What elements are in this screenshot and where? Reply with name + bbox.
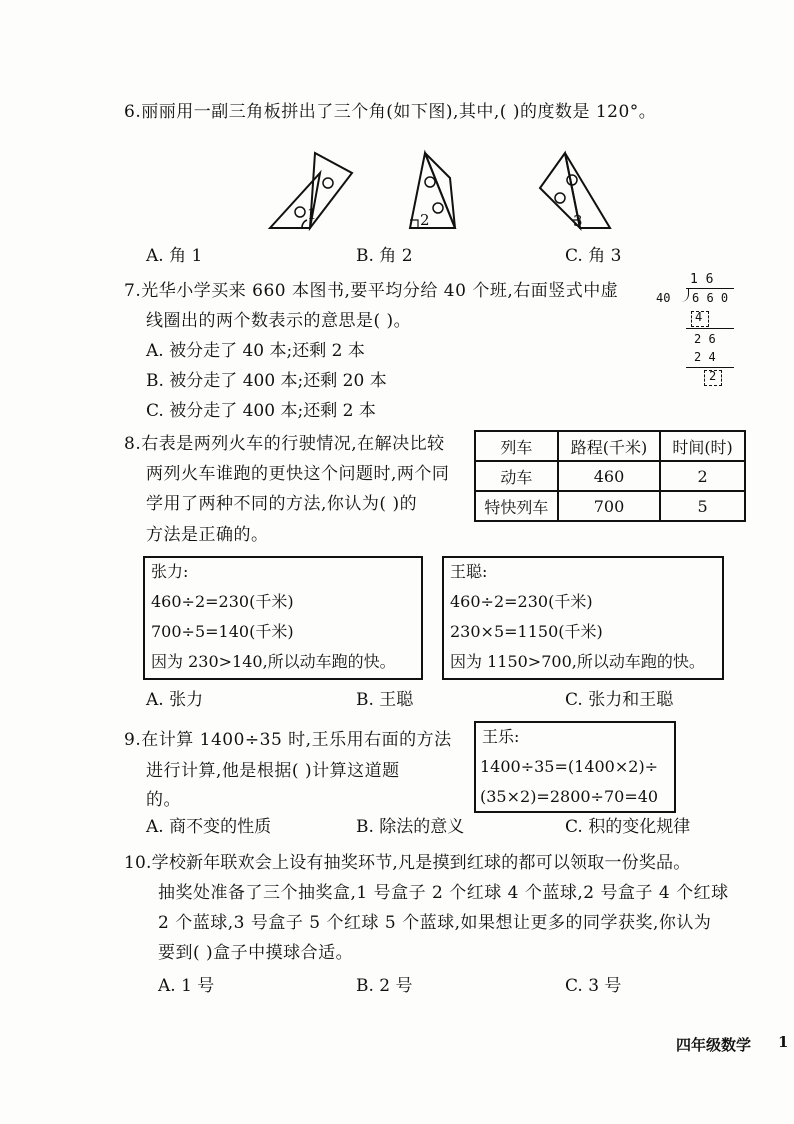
table-cell: 动车	[475, 461, 558, 491]
q9-stem-line-2: 进行计算,他是根据( )计算这道题	[146, 761, 400, 781]
q10-stem-line-1: 10.学校新年联欢会上设有抽奖环节,凡是摸到红球的都可以领取一份奖品。	[124, 853, 691, 873]
table-row	[475, 461, 745, 491]
wangcong-name: 王聪:	[450, 562, 488, 581]
angle-label-2: 2	[420, 211, 430, 229]
zhangli-line-3: 因为 230>140,所以动车跑的快。	[151, 652, 396, 671]
q6-option-b[interactable]: B. 角 2	[356, 246, 413, 266]
q10-stem-line-2: 抽奖处准备了三个抽奖盒,1 号盒子 2 个红球 4 个蓝球,2 号盒子 4 个红球	[158, 883, 729, 903]
wangcong-method-box	[442, 556, 724, 680]
q9-stem-line-1: 9.在计算 1400÷35 时,王乐用右面的方法	[124, 730, 452, 750]
division-step3: 2 4	[694, 350, 716, 364]
q7-option-b[interactable]: B. 被分走了 400 本;还剩 20 本	[146, 371, 387, 391]
wangcong-line-1: 460÷2=230(千米)	[450, 592, 593, 611]
q8-option-b[interactable]: B. 王聪	[356, 690, 414, 710]
table-cell: 460	[558, 461, 660, 491]
q6-option-a[interactable]: A. 角 1	[146, 246, 203, 266]
q10-option-a[interactable]: A. 1 号	[158, 976, 215, 996]
zhangli-method-box	[143, 556, 423, 680]
long-division	[656, 272, 736, 392]
q9-option-a[interactable]: A. 商不变的性质	[146, 817, 272, 837]
q10-option-c[interactable]: C. 3 号	[565, 976, 622, 996]
q9-stem-line-3: 的。	[146, 790, 181, 810]
zhangli-line-1: 460÷2=230(千米)	[151, 592, 294, 611]
q7-stem-line-2: 线圈出的两个数表示的意思是( )。	[146, 311, 412, 331]
table-cell: 5	[660, 491, 745, 521]
zhangli-name: 张力:	[151, 562, 189, 581]
table-header: 路程(千米)	[558, 431, 660, 461]
q8-stem-line-2: 两列火车谁跑的更快这个问题时,两个同	[146, 464, 450, 484]
q9-option-c[interactable]: C. 积的变化规律	[565, 817, 691, 837]
q8-stem-line-4: 方法是正确的。	[146, 525, 269, 545]
table-cell: 2	[660, 461, 745, 491]
q8-option-c[interactable]: C. 张力和王聪	[565, 690, 674, 710]
table-cell: 700	[558, 491, 660, 521]
q10-stem-line-3: 2 个蓝球,3 号盒子 5 个红球 5 个蓝球,如果想让更多的同学获奖,你认为	[158, 913, 712, 933]
table-cell: 特快列车	[475, 491, 558, 521]
wangle-name: 王乐:	[482, 727, 520, 746]
table-row	[475, 491, 745, 521]
footer-page-number: 1	[778, 1033, 789, 1051]
division-divisor: 40	[656, 291, 671, 305]
division-step2: 2 6	[694, 332, 716, 346]
wangcong-line-2: 230×5=1150(千米)	[450, 622, 603, 641]
division-dividend: 6 6 0	[692, 291, 729, 305]
q7-option-c[interactable]: C. 被分走了 400 本;还剩 2 本	[146, 401, 376, 421]
train-table	[474, 430, 746, 522]
angle-label-1: 1	[307, 205, 317, 223]
q6-stem: 6.丽丽用一副三角板拼出了三个角(如下图),其中,( )的度数是 120°。	[124, 102, 657, 122]
wangcong-line-3: 因为 1150>700,所以动车跑的快。	[450, 652, 705, 671]
wangle-method-box	[474, 721, 676, 813]
q7-stem-line-1: 7.光华小学买来 660 本图书,要平均分给 40 个班,右面竖式中虚	[124, 281, 619, 301]
table-header: 列车	[475, 431, 558, 461]
table-header-row	[475, 431, 745, 461]
division-step1: 4	[695, 310, 703, 324]
q8-stem-line-3: 学用了两种不同的方法,你认为( )的	[146, 494, 418, 514]
division-remainder: 2	[709, 369, 717, 383]
angle-label-3: 3	[573, 212, 583, 230]
q8-stem-line-1: 8.右表是两列火车的行驶情况,在解决比较	[124, 434, 445, 454]
division-quotient: 1 6	[690, 272, 714, 287]
zhangli-line-2: 700÷5=140(千米)	[151, 622, 294, 641]
q10-stem-line-4: 要到( )盒子中摸球合适。	[158, 943, 354, 963]
q10-option-b[interactable]: B. 2 号	[356, 976, 413, 996]
figure-angle-2	[410, 153, 455, 228]
q9-option-b[interactable]: B. 除法的意义	[356, 817, 465, 837]
wangle-line-2: (35×2)=2800÷70=40	[480, 787, 659, 806]
wangle-line-1: 1400÷35=(1400×2)÷	[480, 757, 659, 776]
table-header: 时间(时)	[660, 431, 745, 461]
footer-grade: 四年级数学	[676, 1036, 752, 1054]
q6-triangle-figures	[260, 148, 620, 238]
q7-option-a[interactable]: A. 被分走了 40 本;还剩 2 本	[146, 341, 365, 361]
q8-option-a[interactable]: A. 张力	[146, 690, 204, 710]
q6-option-c[interactable]: C. 角 3	[565, 246, 622, 266]
